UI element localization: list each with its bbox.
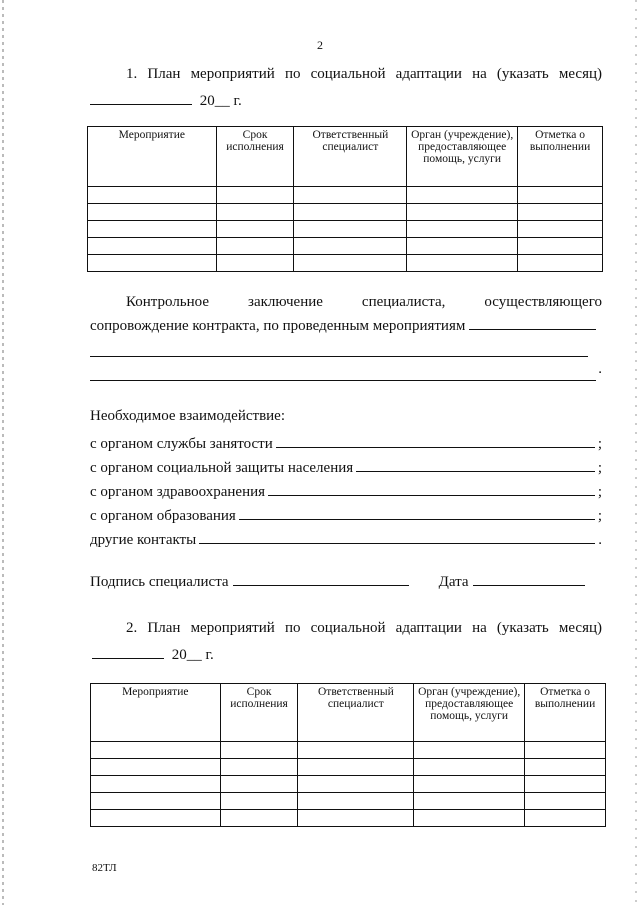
table-cell[interactable] bbox=[216, 204, 294, 221]
conclusion-line-1 bbox=[90, 290, 602, 314]
conclusion-end-mark: . bbox=[598, 361, 602, 377]
conclusion-word: осуществляющего bbox=[484, 294, 602, 310]
conclusion-word: заключение bbox=[248, 294, 323, 310]
table-cell[interactable] bbox=[298, 810, 414, 827]
table-cell[interactable] bbox=[407, 238, 518, 255]
table-cell[interactable] bbox=[414, 742, 525, 759]
interaction-employment-field[interactable] bbox=[276, 432, 595, 448]
column-header-deadline: Срок исполнения bbox=[216, 127, 294, 187]
table-cell[interactable] bbox=[294, 187, 407, 204]
interaction-label: с органом образования bbox=[90, 508, 236, 524]
plan-2-month-blank[interactable] bbox=[92, 644, 164, 659]
date-field[interactable] bbox=[473, 570, 585, 586]
column-header-event: Мероприятие bbox=[88, 127, 217, 187]
table-cell[interactable] bbox=[298, 776, 414, 793]
table-cell[interactable] bbox=[91, 810, 221, 827]
interaction-row-healthcare bbox=[90, 480, 602, 504]
column-header-completion-mark: Отметка о выполнении bbox=[525, 684, 606, 742]
table-cell[interactable] bbox=[518, 187, 603, 204]
table-cell[interactable] bbox=[294, 204, 407, 221]
table-row bbox=[91, 742, 606, 759]
table-cell[interactable] bbox=[525, 793, 606, 810]
table-cell[interactable] bbox=[216, 187, 294, 204]
date-label: Дата bbox=[438, 574, 469, 590]
interaction-healthcare-field[interactable] bbox=[268, 480, 595, 496]
conclusion-word: специалиста, bbox=[361, 294, 446, 310]
signature-label: Подпись специалиста bbox=[90, 574, 229, 590]
table-cell[interactable] bbox=[88, 238, 217, 255]
table-cell[interactable] bbox=[220, 742, 298, 759]
table-cell[interactable] bbox=[518, 255, 603, 272]
plan-1-title-text: 1. План мероприятий по социальной адаптации на (указать месяц) bbox=[126, 66, 602, 82]
table-cell[interactable] bbox=[525, 776, 606, 793]
table-cell[interactable] bbox=[525, 742, 606, 759]
interaction-end-mark: ; bbox=[597, 508, 602, 524]
interaction-social-protection-field[interactable] bbox=[356, 456, 595, 472]
signature-row bbox=[90, 570, 602, 591]
table-cell[interactable] bbox=[518, 221, 603, 238]
interaction-end-mark: ; bbox=[597, 484, 602, 500]
column-header-responsible: Ответственный специалист bbox=[294, 127, 407, 187]
table-cell[interactable] bbox=[88, 204, 217, 221]
plan-2-table bbox=[90, 683, 606, 827]
interaction-row-other bbox=[90, 528, 602, 552]
table-row bbox=[91, 793, 606, 810]
table-row bbox=[88, 187, 603, 204]
interaction-row-social-protection bbox=[90, 456, 602, 480]
table-cell[interactable] bbox=[220, 759, 298, 776]
table-row bbox=[91, 776, 606, 793]
interaction-label: с органом службы занятости bbox=[90, 436, 273, 452]
table-cell[interactable] bbox=[525, 810, 606, 827]
table-cell[interactable] bbox=[518, 238, 603, 255]
table-cell[interactable] bbox=[91, 742, 221, 759]
table-cell[interactable] bbox=[298, 759, 414, 776]
plan-2-title bbox=[90, 618, 602, 665]
table-cell[interactable] bbox=[414, 793, 525, 810]
table-row bbox=[91, 810, 606, 827]
conclusion-blank-1[interactable] bbox=[469, 314, 596, 330]
table-cell[interactable] bbox=[414, 810, 525, 827]
column-header-completion-mark: Отметка о выполнении bbox=[518, 127, 603, 187]
table-cell[interactable] bbox=[298, 742, 414, 759]
plan-2-table-body bbox=[91, 742, 606, 827]
table-row bbox=[88, 238, 603, 255]
column-header-organ: Орган (учреждение), предоставляющее помощь, услуги bbox=[407, 127, 518, 187]
table-row bbox=[88, 255, 603, 272]
table-cell[interactable] bbox=[407, 221, 518, 238]
plan-1-year: 20__ г. bbox=[199, 93, 242, 109]
table-row bbox=[88, 204, 603, 221]
interaction-end-mark: ; bbox=[597, 436, 602, 452]
table-cell[interactable] bbox=[414, 776, 525, 793]
plan-1-title bbox=[90, 64, 602, 111]
conclusion-blank-2[interactable] bbox=[90, 338, 588, 357]
page-number: 2 bbox=[317, 38, 323, 52]
table-cell[interactable] bbox=[216, 255, 294, 272]
table-cell[interactable] bbox=[88, 255, 217, 272]
table-cell[interactable] bbox=[407, 204, 518, 221]
table-row bbox=[88, 221, 603, 238]
table-cell[interactable] bbox=[88, 187, 217, 204]
conclusion-word: Контрольное bbox=[126, 294, 210, 310]
plan-1-month-blank[interactable] bbox=[90, 90, 192, 105]
table-cell[interactable] bbox=[414, 759, 525, 776]
interaction-row-education bbox=[90, 504, 602, 528]
signature-field[interactable] bbox=[233, 570, 409, 586]
table-cell[interactable] bbox=[220, 810, 298, 827]
table-cell[interactable] bbox=[216, 238, 294, 255]
interaction-label: с органом социальной защиты населения bbox=[90, 460, 354, 476]
interaction-label: другие контакты bbox=[90, 532, 197, 548]
conclusion-line-2 bbox=[90, 314, 602, 338]
table-cell[interactable] bbox=[294, 221, 407, 238]
plan-1-table bbox=[87, 126, 603, 272]
table-cell[interactable] bbox=[298, 793, 414, 810]
table-cell[interactable] bbox=[88, 221, 217, 238]
plan-1-table-body bbox=[88, 187, 603, 272]
table-cell[interactable] bbox=[91, 776, 221, 793]
conclusion-block bbox=[90, 290, 602, 381]
column-header-event: Мероприятие bbox=[91, 684, 221, 742]
table-cell[interactable] bbox=[220, 776, 298, 793]
conclusion-blank-3[interactable] bbox=[90, 360, 596, 381]
interaction-block bbox=[90, 408, 602, 552]
table-row bbox=[91, 759, 606, 776]
interaction-row-employment bbox=[90, 432, 602, 456]
plan-2-title-text: 2. План мероприятий по социальной адаптации на (указать месяц) bbox=[126, 620, 602, 636]
interaction-label: с органом здравоохранения bbox=[90, 484, 266, 500]
column-header-deadline: Срок исполнения bbox=[220, 684, 298, 742]
table-cell[interactable] bbox=[294, 238, 407, 255]
table-cell[interactable] bbox=[407, 255, 518, 272]
scan-edge-right bbox=[635, 0, 637, 905]
conclusion-line-2-text: сопровождение контракта, по проведенным мероприятиям bbox=[90, 318, 466, 334]
interaction-education-field[interactable] bbox=[239, 504, 595, 520]
interaction-end-mark: ; bbox=[597, 460, 602, 476]
document-code: 82ТЛ bbox=[92, 862, 117, 874]
interaction-other-field[interactable] bbox=[199, 528, 595, 544]
interaction-end-mark: . bbox=[598, 532, 602, 548]
table-cell[interactable] bbox=[220, 793, 298, 810]
interaction-heading: Необходимое взаимодействие: bbox=[90, 408, 286, 424]
plan-2-year: 20__ г. bbox=[171, 647, 214, 663]
table-cell[interactable] bbox=[518, 204, 603, 221]
table-cell[interactable] bbox=[91, 793, 221, 810]
column-header-responsible: Ответственный специалист bbox=[298, 684, 414, 742]
table-cell[interactable] bbox=[216, 221, 294, 238]
table-cell[interactable] bbox=[525, 759, 606, 776]
scan-edge-left bbox=[2, 0, 4, 905]
table-cell[interactable] bbox=[294, 255, 407, 272]
table-cell[interactable] bbox=[407, 187, 518, 204]
column-header-organ: Орган (учреждение), предоставляющее помощь, услуги bbox=[414, 684, 525, 742]
table-cell[interactable] bbox=[91, 759, 221, 776]
